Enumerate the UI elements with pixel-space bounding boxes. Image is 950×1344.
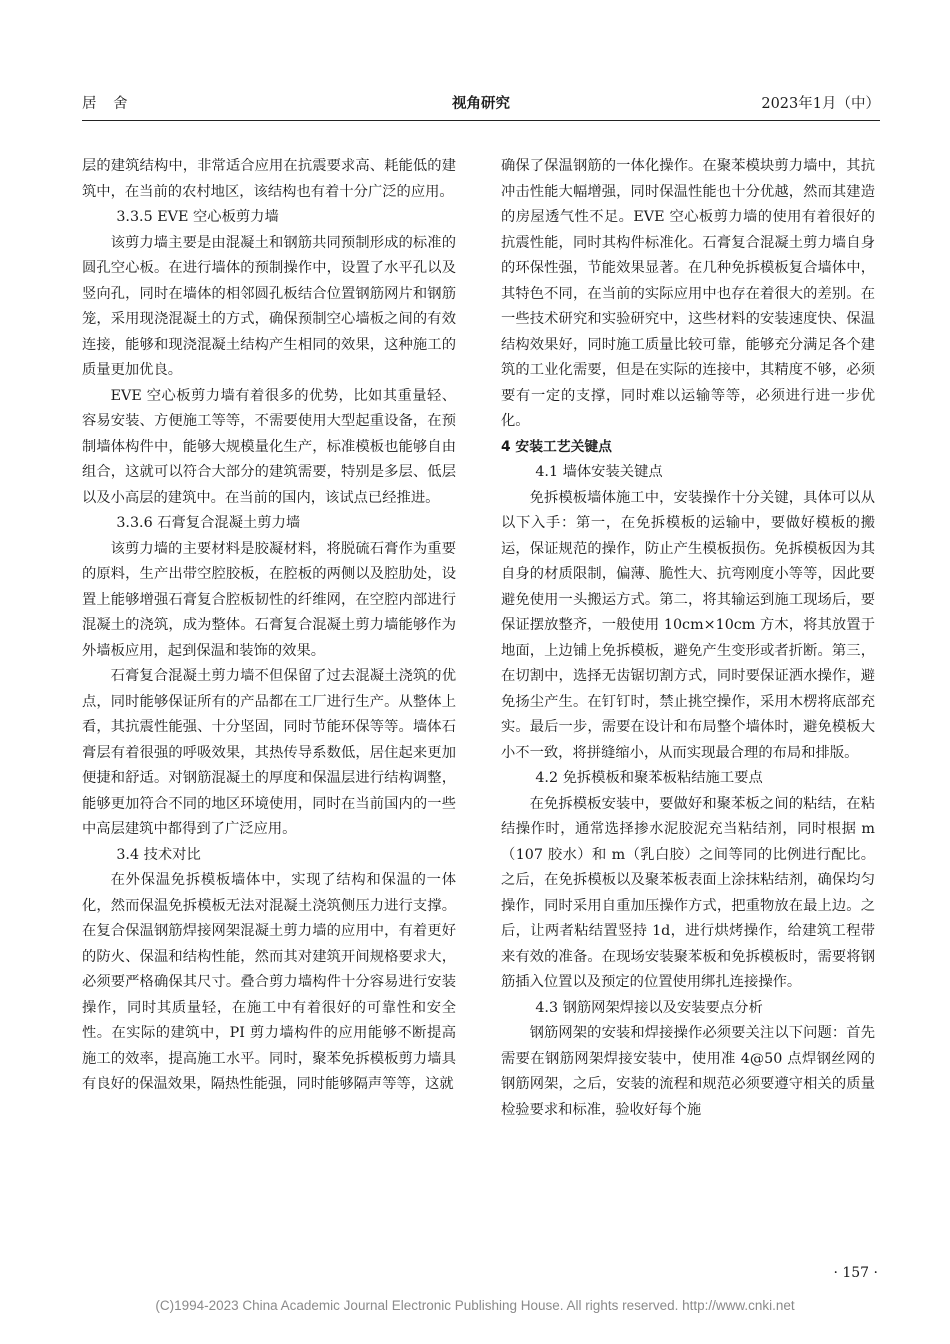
section-title: 视角研究 [452,96,510,112]
page-number: · 157 · [833,1265,878,1281]
right-column [501,154,875,1123]
paragraph: 该剪力墙主要是由混凝土和钢筋共同预制形成的标准的圆孔空心板。在进行墙体的预制操作中，设置了水平孔以及竖向孔，同时在墙体的相邻圆孔板结合位置钢筋网片和钢筋笼，采用现浇混凝土的方式，确保预制空心墙板之间的有效连接，能够和现浇混凝土结构产生相同的效果，这种施工的质量更加优良。 [82,234,456,378]
paragraph: 在外保温免拆模板墙体中，实现了结构和保温的一体化，然而保温免拆模板无法对混凝土浇筑侧压力进行支撑。在复合保温钢筋焊接网架混凝土剪力墙的应用中，有着更好的防火、保温和结构性能，然而其对建筑开间规格要求大，必须要严格确保其尺寸。叠合剪力墙构件十分容易进行安装操作，同时其质量轻，在施工中有着很好的可靠性和安全性。在实际的建筑中，PI 剪力墙构件的应用能够不断提高施工的效率，提高施工水平。同时，聚苯免拆模板剪力墙具有良好的保温效果，隔热性能强，同时能够隔声等等，这就 [82,872,456,1092]
section-heading: 4.1 墙体安装关键点 [535,464,663,480]
issue-date: 2023年1月（中） [761,96,880,112]
paragraph: 在免拆模板安装中，要做好和聚苯板之间的粘结，在粘结操作时，通常选择掺水泥胶泥充当粘结剂，同时根据 m（107 胶水）和 m（乳白胶）之间等同的比例进行配比。之后，在免拆模板以及聚苯板表面上涂抹粘结剂，确保均匀操作，同时采用自重加压操作方式，把重物放在最上边。之后，让两者粘结置竖持 1d，进行烘烤操作，给建筑工程带来有效的准备。在现场安装聚苯板和免拆模板时，需要将钢筋插入位置以及预定的位置使用绑扎连接操作。 [501,795,875,990]
paragraph: 层的建筑结构中，非常适合应用在抗震要求高、耗能低的建筑中，在当前的农村地区，该结构也有着十分广泛的应用。 [82,158,456,200]
left-column [82,154,456,1098]
header-rule [82,120,880,121]
paragraph: 确保了保温钢筋的一体化操作。在聚苯模块剪力墙中，其抗冲击性能大幅增强，同时保温性能也十分优越，然而其建造的房屋透气性不足。EVE 空心板剪力墙的使用有着很好的抗震性能，同时其构件标准化。石膏复合混凝土剪力墙自身的环保性强，节能效果显著。在几种免拆模板复合墙体中，其特色不同，在当前的实际应用中也存在着很大的差别。在一些技术研究和实验研究中，这些材料的安装速度快、保温结构效果好，同时施工质量比较可靠，能够充分满足各个建筑的工业化需要，但是在实际的连接中，其精度不够，必须要有一定的支撑，同时难以运输等等，必须进行进一步优化。 [501,158,875,429]
chapter-heading: 4 安装工艺关键点 [501,438,612,455]
paragraph: 石膏复合混凝土剪力墙不但保留了过去混凝土浇筑的优点，同时能够保证所有的产品都在工厂进行生产。从整体上看，其抗震性能强、十分坚固，同时节能环保等等。墙体石膏层有着很强的呼吸效果，其热传导系数低，居住起来更加便捷和舒适。对钢筋混凝土的厚度和保温层进行结构调整，能够更加符合不同的地区环境使用，同时在当前国内的一些中高层建筑中都得到了广泛应用。 [82,668,456,837]
paragraph: 免拆模板墙体施工中，安装操作十分关键，具体可以从以下入手：第一，在免拆模板的运输中，要做好模板的搬运，保证规范的操作，防止产生模板损伤。免拆模板因为其自身的材质限制，偏薄、脆性大、抗弯刚度小等等，因此要避免使用一头搬运方式。第二，将其输运到施工现场后，要保证摆放整齐，一般使用 10cm×10cm 方木，将其放置于地面，上边铺上免拆模板，避免产生变形或者折断。第三，在切割中，选择无齿锯切割方式，同时要保证洒水操作，避免扬尘产生。在钉钉时，禁止挑空操作，采用木楞将底部充实。最后一步，需要在设计和布局整个墙体时，避免模板大小不一致，将拼缝缩小，从而实现最合理的布局和排版。 [501,489,875,761]
section-heading: 3.4 技术对比 [116,846,201,863]
section-heading: 4.3 钢筋网架焊接以及安装要点分析 [535,999,763,1016]
section-heading: 4.2 免拆模板和聚苯板粘结施工要点 [535,770,763,786]
journal-name: 居 舍 [82,96,134,112]
running-header [82,92,880,116]
paragraph: 该剪力墙的主要材料是胶凝材料，将脱硫石膏作为重要的原料，生产出带空腔胶板，在腔板的两侧以及腔肋处，设置上能够增强石膏复合腔板韧性的纤维网，在空腔内部进行混凝土的浇筑，成为整体。石膏复合混凝土剪力墙能够作为外墙板应用，起到保温和装饰的效果。 [82,540,456,659]
copyright-footer: (C)1994-2023 China Academic Journal Electronic Publishing House. All rights reserved. http://www.cnki.net [155,1298,795,1313]
section-heading: 3.3.6 石膏复合混凝土剪力墙 [116,515,301,531]
section-heading: 3.3.5 EVE 空心板剪力墙 [116,209,279,225]
paragraph: 钢筋网架的安装和焊接操作必须要关注以下问题：首先需要在钢筋网架焊接安装中，使用准 4@50 点焊钢丝网的钢筋网架，之后，安装的流程和规范必须要遵守相关的质量检验要求和标准，验收好每个施 [501,1025,875,1118]
paragraph: EVE 空心板剪力墙有着很多的优势，比如其重量轻、容易安装、方便施工等等，不需要使用大型起重设备，在预制墙体构件中，能够大规模量化生产，标准模板也能够自由组合，这就可以符合大部分的建筑需要，特别是多层、低层以及小高层的建筑中。在当前的国内，该试点已经推进。 [82,387,456,506]
